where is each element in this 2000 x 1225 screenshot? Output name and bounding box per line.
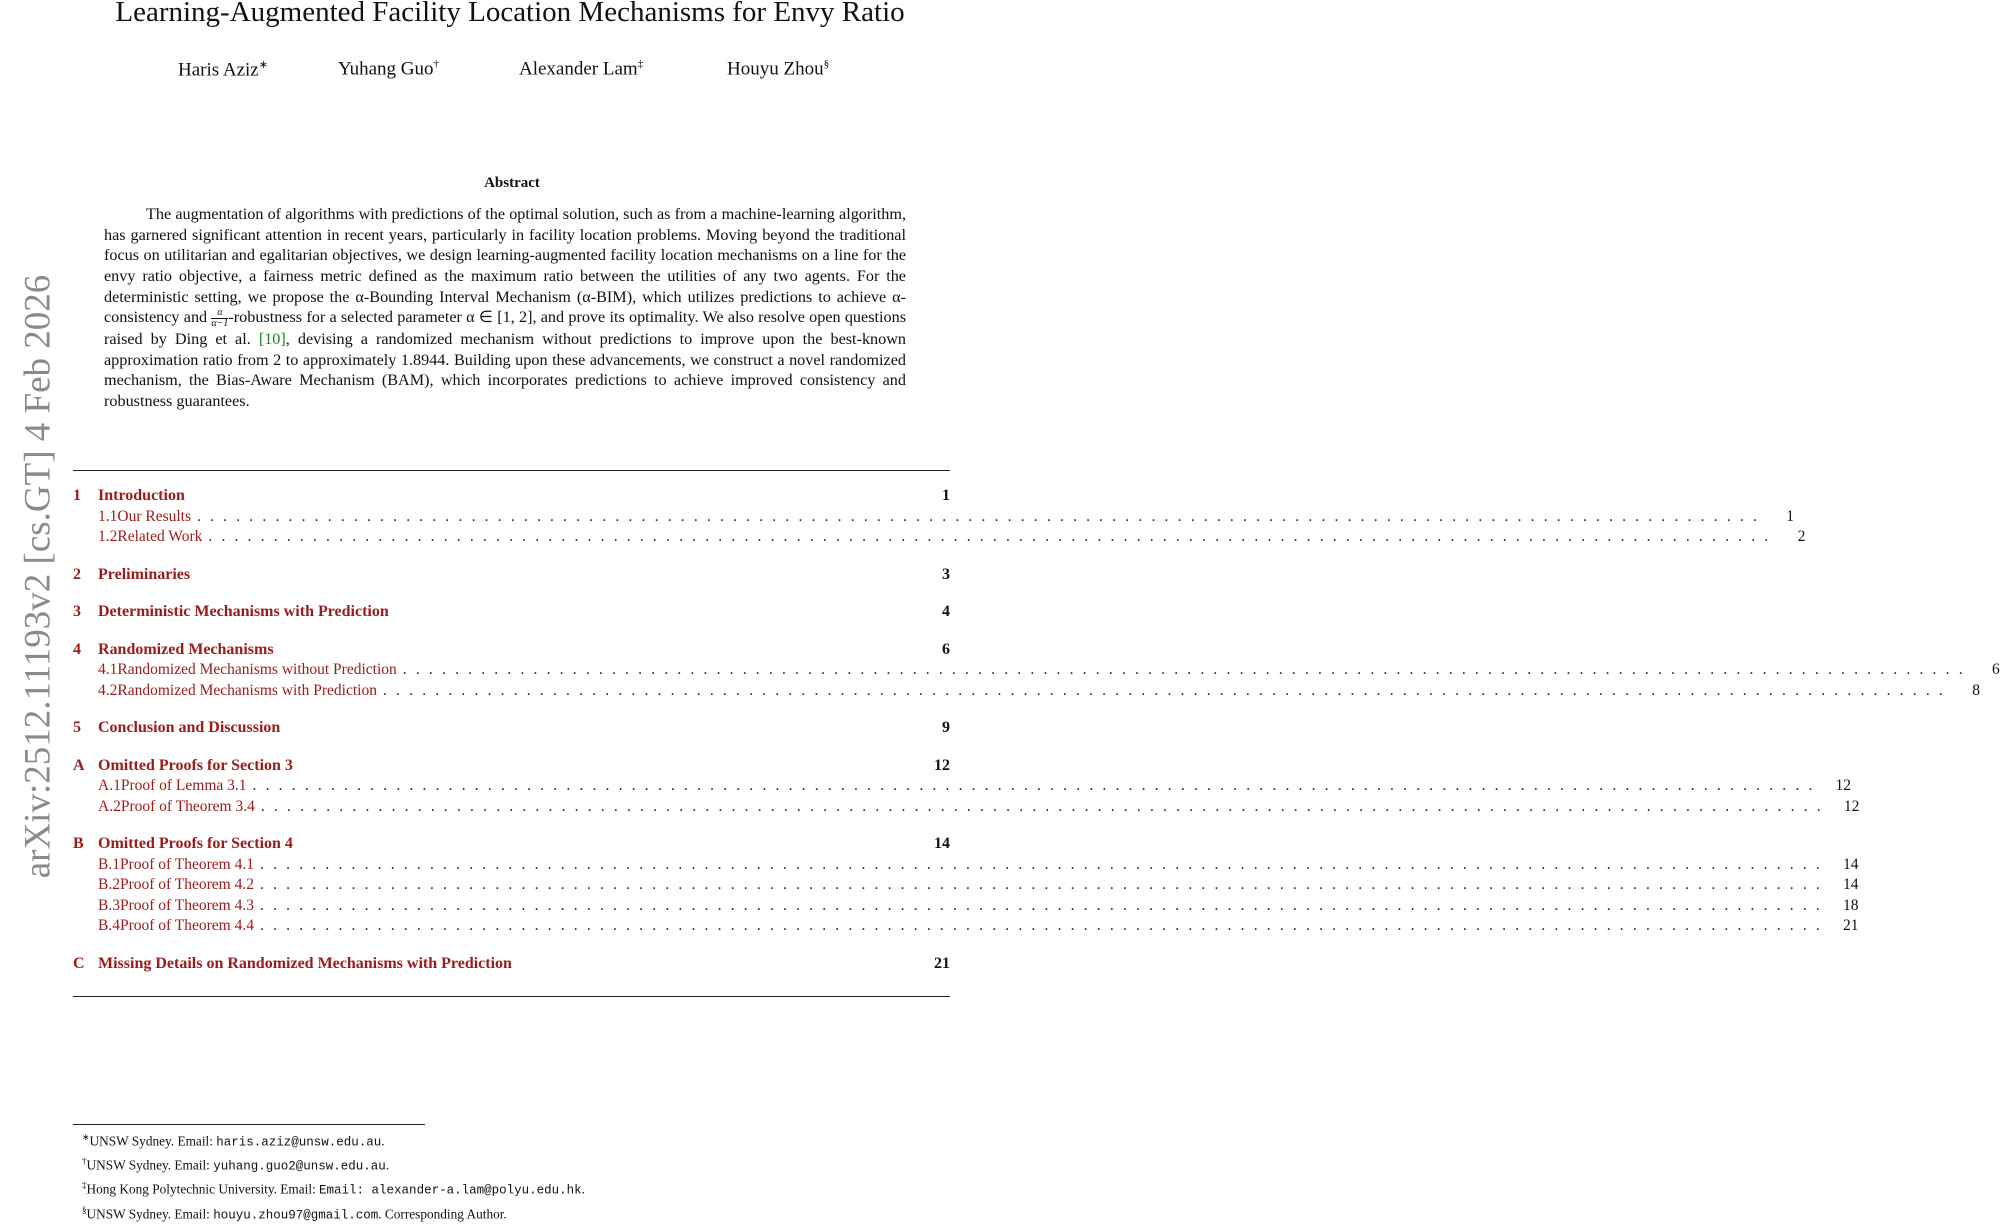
toc-page-number: 12 [1835,777,1852,794]
toc-section-number: C [73,954,85,972]
toc-subsection-title: Proof of Lemma 3.1 [120,777,247,794]
fraction [211,308,228,329]
toc-subsection-title: Proof of Theorem 4.3 [119,896,254,914]
email-link[interactable]: haris.aziz@unsw.edu.au [216,1135,382,1150]
toc-page-number: 3 [942,565,950,583]
author [727,58,829,80]
toc-subsection-link[interactable] [73,875,1859,896]
toc-subsection-title: Randomized Mechanisms without Prediction [117,661,397,678]
toc-page-number: 14 [934,835,950,852]
author [519,58,643,80]
footnote [82,1176,585,1200]
toc-section-number: 5 [73,719,81,736]
toc-section-link[interactable] [73,565,950,586]
footnote-text: UNSW Sydney. Email: [89,1133,217,1149]
email-link[interactable]: yuhang.guo2@unsw.edu.au [213,1159,386,1174]
toc-subsection-number: A.1 [98,777,121,794]
toc-subsection-number: A.2 [98,797,121,815]
toc-subsection-link[interactable] [73,507,1794,528]
toc-subsection-link[interactable] [73,916,1859,937]
toc-page-number: 6 [1992,661,2000,678]
toc-section-link[interactable] [73,756,950,777]
toc-page-number: 14 [1843,855,1859,873]
footnotes [82,1128,585,1225]
toc-section-title: Randomized Mechanisms [98,640,274,658]
toc-subsection-title: Randomized Mechanisms with Prediction [117,681,377,699]
toc-section-number: 4 [73,640,81,658]
author-name: Houyu Zhou [727,58,824,80]
toc-top-rule [73,470,950,471]
toc-page-number: 2 [1797,528,1806,545]
toc-page-number: 21 [1843,917,1859,934]
footnote-text: . Corresponding Author. [378,1206,507,1222]
toc-subsection-number: B.1 [98,855,120,873]
dot-leader: ........................................................................................................................ [382,681,1952,699]
abstract-part: -robustness for a selected parameter α ∈ [1, 2], and prove its optimality. We also resolve open questions raised by Ding et al. [104,308,906,349]
toc-page-number: 21 [934,954,950,972]
dot-leader: ........................................................................................................................ [208,528,1778,545]
table-of-contents [73,486,2000,974]
abstract-heading: Abstract [484,175,540,191]
toc-section-number: 3 [73,603,81,620]
toc-subsection-title: Our Results [117,507,191,525]
toc-subsection-link[interactable] [73,896,1859,917]
toc-section-title: Deterministic Mechanisms with Prediction [98,603,389,620]
footnote-mark[interactable]: ∗ [258,59,268,71]
footnote-text: Hong Kong Polytechnic University. Email: [86,1181,320,1197]
footnote [82,1152,585,1176]
toc-section-link[interactable] [73,834,950,855]
toc-subsection-number: B.2 [98,876,120,893]
toc-section-number: A [73,756,85,774]
toc-section-title: Omitted Proofs for Section 3 [98,756,293,774]
toc-subsection-title: Related Work [117,528,203,545]
toc-subsection-link[interactable] [73,660,2000,681]
footnote-text: UNSW Sydney. Email: [86,1206,214,1222]
toc-section-link[interactable] [73,954,950,975]
toc-subsection-title: Proof of Theorem 4.1 [119,855,254,873]
toc-page-number: 1 [942,487,950,504]
toc-section-link[interactable] [73,602,950,623]
dot-leader: ........................................................................................................................ [197,507,1766,525]
toc-page-number: 18 [1843,896,1859,914]
toc-section-link[interactable] [73,486,950,507]
toc-section-number: B [73,835,84,852]
dot-leader: ........................................................................................................................ [252,777,1822,794]
toc-subsection-link[interactable] [73,776,1852,797]
footnote-text: . [581,1181,585,1197]
footnote-text: . [381,1133,385,1149]
toc-section-title: Preliminaries [98,565,191,583]
toc-section-title: Introduction [98,487,185,504]
toc-bottom-rule [73,996,950,997]
author-name: Haris Aziz [178,59,259,81]
dot-leader: ........................................................................................................................ [260,797,1830,815]
toc-subsection-title: Proof of Theorem 4.2 [119,876,254,893]
toc-section-number: 1 [73,487,81,504]
footnote-mark: ‡ [82,1180,87,1191]
footnote-mark[interactable]: † [433,58,440,70]
toc-page-number: 1 [1786,507,1794,525]
toc-subsection-number: 1.1 [98,507,118,525]
paper-title: Learning-Augmented Facility Location Mechanisms for Envy Ratio [115,0,905,28]
author [178,58,268,81]
footnote-mark: † [82,1156,87,1167]
toc-section-title: Omitted Proofs for Section 4 [98,835,293,852]
footnote-mark: ∗ [82,1132,90,1142]
arxiv-stamp: arXiv:2512.11193v2 [cs.GT] 4 Feb 2026 [17,274,59,879]
abstract-part: , devising a randomized mechanism without predictions to improve upon the best-known approximation ratio from 2 to approximately 1.8944. Building upon these advancements, we construct a novel randomized mechanism, the Bias-Aware Mechanism (BAM), which incorporates predictions to achieve improved consistency and robustness guarantees. [104,330,907,411]
citation-link[interactable]: [10] [258,330,286,349]
author-name: Yuhang Guo [338,58,434,80]
toc-page-number: 14 [1843,876,1859,893]
footnote-mark[interactable]: ‡ [637,58,644,70]
dot-leader: ........................................................................................................................ [260,896,1829,914]
toc-subsection-number: B.3 [98,896,120,914]
toc-subsection-link[interactable] [73,681,1980,702]
toc-subsection-link[interactable] [73,855,1859,876]
toc-section-title: Missing Details on Randomized Mechanisms with Prediction [98,954,512,972]
footnote-text: . [385,1157,390,1173]
dot-leader: ........................................................................................................................ [402,661,1972,678]
toc-page-number: 9 [942,719,950,736]
toc-page-number: 4 [942,603,950,620]
toc-section-link[interactable] [73,718,950,739]
email-link[interactable]: Email: alexander-a.lam@polyu.edu.hk [319,1183,582,1198]
toc-subsection-link[interactable] [73,797,1860,818]
footnote-mark[interactable]: § [823,58,830,70]
footnote-text: UNSW Sydney. Email: [86,1157,214,1173]
toc-subsection-title: Proof of Theorem 3.4 [120,797,255,815]
toc-section-number: 2 [73,565,81,583]
toc-subsection-number: 4.2 [98,681,118,699]
toc-section-title: Conclusion and Discussion [98,719,281,736]
footnote [82,1128,585,1152]
toc-subsection-link[interactable] [73,527,1806,548]
toc-page-number: 6 [942,640,950,658]
toc-subsection-number: B.4 [98,917,120,934]
toc-subsection-number: 4.1 [98,661,118,678]
footnote [82,1201,585,1225]
email-link[interactable]: houyu.zhou97@gmail.com [213,1208,379,1223]
toc-subsection-title: Proof of Theorem 4.4 [119,917,254,934]
abstract-part: The augmentation of algorithms with predictions of the optimal solution, such as from a machine-learning algorithm, has garnered significant attention in recent years, particularly in facility location problems. Moving beyond the traditional focus on utilitarian and egalitarian objectives, we design learning-augmented facility location mechanisms on a line for the envy ratio objective, a fairness metric defined as the maximum ratio between the utilities of any two agents. For the deterministic setting, we propose the α-Bounding Interval Mechanism (α-BIM), which utilizes predictions to achieve α-consistency and [104,205,906,327]
footnote-rule [73,1124,425,1125]
fraction-denominator: α−1 [211,318,229,330]
dot-leader: ........................................................................................................................ [260,917,1829,934]
fraction-numerator: α [211,308,228,319]
dot-leader: ........................................................................................................................ [260,876,1829,893]
abstract-text [104,204,906,412]
author-name: Alexander Lam [519,58,638,80]
toc-page-number: 12 [1843,797,1860,815]
author [338,58,439,80]
footnote-mark: § [82,1204,87,1215]
toc-page-number: 12 [934,756,950,774]
toc-page-number: 8 [1972,681,1980,699]
toc-section-link[interactable] [73,640,950,661]
dot-leader: ........................................................................................................................ [260,855,1829,873]
toc-subsection-number: 1.2 [98,528,118,545]
